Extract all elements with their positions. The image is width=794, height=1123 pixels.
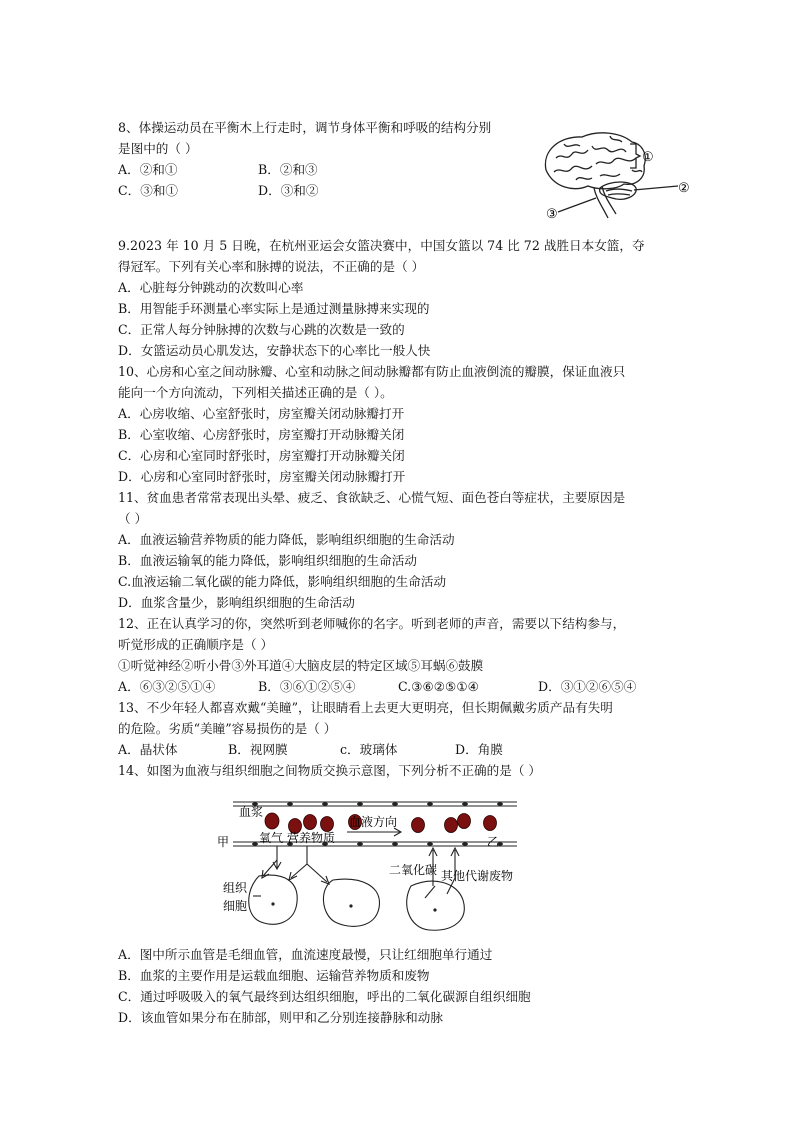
q9-option-a[interactable]: A．心脏每分钟跳动的次数叫心率 xyxy=(118,280,304,295)
q9-option-b[interactable]: B．用智能手环测量心率实际上是通过测量脉搏来实现的 xyxy=(118,301,430,316)
q10-option-b[interactable]: B．心室收缩、心房舒张时，房室瓣打开动脉瓣关闭 xyxy=(118,427,405,442)
q10-option-a[interactable]: A．心房收缩、心室舒张时，房室瓣关闭动脉瓣打开 xyxy=(118,406,405,421)
q11-stem-line1: 11、贫血患者常常表现出头晕、疲乏、食欲缺乏、心慌气短、面色苍白等症状，主要原因是 xyxy=(118,490,626,505)
brain-label-2: ② xyxy=(678,181,690,196)
q10-stem-line2: 能向一个方向流动，下列相关描述正确的是（ ）。 xyxy=(118,385,393,400)
label-yi: 乙 xyxy=(487,835,500,849)
q13-option-c[interactable]: c．玻璃体 xyxy=(340,742,398,757)
q12-stem-line2: 听觉形成的正确顺序是（ ） xyxy=(118,637,274,652)
brain-label-3: ③ xyxy=(546,207,558,222)
q11-option-c[interactable]: C.血液运输二氧化碳的能力降低，影响组织细胞的生命活动 xyxy=(118,574,447,589)
q10-stem-line1: 10、心房和心室之间动脉瓣、心室和动脉之间动脉瓣都有防止血液倒流的瓣膜，保证血液只 xyxy=(118,364,626,379)
q14-option-d[interactable]: D．该血管如果分布在肺部，则甲和乙分别连接静脉和动脉 xyxy=(118,1010,443,1025)
q14-option-b[interactable]: B．血浆的主要作用是运载血细胞、运输营养物质和废物 xyxy=(118,968,430,983)
q11-stem-line2: （ ） xyxy=(118,511,148,526)
q14-option-c[interactable]: C．通过呼吸吸入的氧气最终到达组织细胞，呼出的二氧化碳源自组织细胞 xyxy=(118,989,531,1004)
q13-option-b[interactable]: B．视网膜 xyxy=(228,742,288,757)
q12-option-d[interactable]: D．③①②⑥⑤④ xyxy=(538,679,637,694)
q8-option-b[interactable]: B．②和③ xyxy=(258,162,318,177)
q13-option-a[interactable]: A．晶状体 xyxy=(118,742,178,757)
label-nutrients: 营养物质 xyxy=(287,831,336,845)
label-jia: 甲 xyxy=(217,835,230,849)
brain-label-1: ① xyxy=(642,150,654,165)
q9-stem-line2: 得冠军。下列有关心率和脉搏的说法，不正确的是（ ） xyxy=(118,259,425,274)
q14-option-a[interactable]: A．图中所示血管是毛细血管，血流速度最慢，只让红细胞单行通过 xyxy=(118,947,493,962)
q9-option-c[interactable]: C．正常人每分钟脉搏的次数与心跳的次数是一致的 xyxy=(118,322,405,337)
q12-stem-line1: 12、正在认真学习的你，突然听到老师喊你的名字。听到老师的声音，需要以下结构参与， xyxy=(118,616,626,631)
q13-stem-line2: 的危险。劣质“美瞳”容易损伤的是（ ） xyxy=(118,721,337,736)
label-oxygen: 氧气 xyxy=(259,831,284,845)
q12-option-c[interactable]: C.③⑥②⑤①④ xyxy=(398,679,479,694)
q10-option-c[interactable]: C．心房和心室同时舒张时，房室瓣打开动脉瓣关闭 xyxy=(118,448,405,463)
q12-option-b[interactable]: B．③⑥①②⑤④ xyxy=(258,679,356,694)
label-tissue-cell-2: 细胞 xyxy=(223,899,248,913)
q13-stem-line1: 13、不少年轻人都喜欢戴“美瞳”，让眼睛看上去更大更明亮，但长期佩戴劣质产品有失明 xyxy=(118,700,613,715)
label-co2: 二氧化碳 xyxy=(389,863,438,877)
q11-option-a[interactable]: A．血液运输营养物质的能力降低，影响组织细胞的生命活动 xyxy=(118,532,455,547)
q8-option-a[interactable]: A．②和① xyxy=(118,162,178,177)
brain-figure xyxy=(536,128,706,223)
label-waste: 其他代谢废物 xyxy=(441,869,514,883)
capillary-exchange-figure xyxy=(215,790,525,935)
q8-stem-line1: 8、体操运动员在平衡木上行走时，调节身体平衡和呼吸的结构分别 xyxy=(118,120,492,135)
q10-option-d[interactable]: D．心房和心室同时舒张时，房室瓣关闭动脉瓣打开 xyxy=(118,469,406,484)
label-plasma: 血浆 xyxy=(239,805,264,819)
q12-option-a[interactable]: A．⑥③②⑤①④ xyxy=(118,679,216,694)
label-tissue-cell-1: 组织 xyxy=(223,881,248,895)
q14-stem: 14、如图为血液与组织细胞之间物质交换示意图，下列分析不正确的是（ ） xyxy=(118,763,542,778)
q12-structures: ①听觉神经②听小骨③外耳道④大脑皮层的特定区域⑤耳蜗⑥鼓膜 xyxy=(118,658,484,673)
q11-option-d[interactable]: D．血浆含量少，影响组织细胞的生命活动 xyxy=(118,595,355,610)
q9-stem-line1: 9.2023 年 10 月 5 日晚，在杭州亚运会女篮决赛中，中国女篮以 74 比 72 战胜日本女篮，夺 xyxy=(118,238,645,253)
q8-stem-line2: 是图中的（ ） xyxy=(118,141,198,156)
q13-option-d[interactable]: D．角膜 xyxy=(455,742,503,757)
q9-option-d[interactable]: D．女篮运动员心肌发达，安静状态下的心率比一般人快 xyxy=(118,343,431,358)
label-flow-direction: 血液方向 xyxy=(349,815,398,829)
q11-option-b[interactable]: B．血液运输氧的能力降低，影响组织细胞的生命活动 xyxy=(118,553,417,568)
q8-option-c[interactable]: C．③和① xyxy=(118,183,179,198)
q8-option-d[interactable]: D．③和② xyxy=(258,183,319,198)
